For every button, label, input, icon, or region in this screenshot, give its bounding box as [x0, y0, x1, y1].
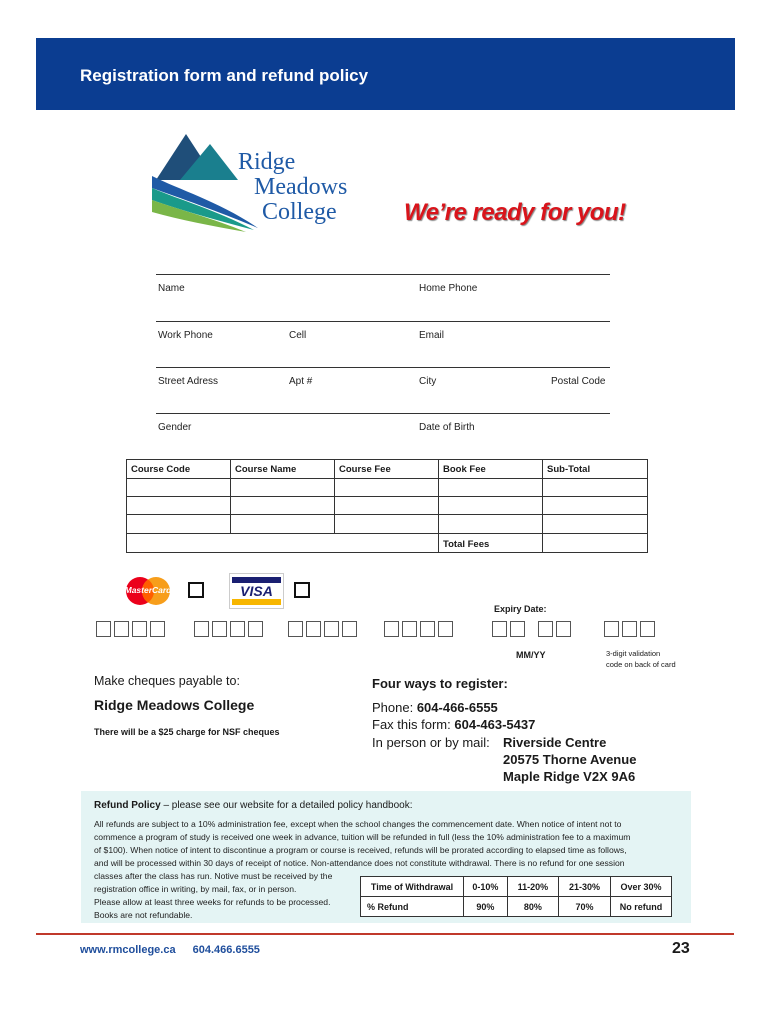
dob-label: Date of Birth — [419, 422, 475, 433]
card-digit-box — [212, 621, 227, 637]
register-fax — [372, 717, 535, 732]
cvv-digit-box — [622, 621, 637, 637]
refund-line: classes after the class has run. Notive must be received by the — [94, 871, 333, 881]
table-cell: No refund — [611, 897, 672, 917]
gender-label: Gender — [158, 422, 192, 433]
card-digit-box — [150, 621, 165, 637]
card-digit-box — [132, 621, 147, 637]
work-phone-line — [156, 321, 610, 322]
table-col-divider — [438, 459, 439, 553]
work-phone-field[interactable] — [156, 300, 610, 320]
mastercard-logo-icon — [120, 575, 176, 607]
footer-contact — [80, 944, 260, 956]
card-digit-box — [230, 621, 245, 637]
email-label: Email — [419, 330, 445, 341]
mmyy-label: MM/YY — [516, 650, 546, 660]
fax-label: Fax this form: — [372, 717, 451, 732]
table-cell: Time of Withdrawal — [361, 877, 464, 897]
inperson-label: In person or by mail: — [372, 735, 490, 750]
card-number-field[interactable] — [96, 621, 476, 641]
card-digit-box — [114, 621, 129, 637]
college-logo-icon — [150, 132, 260, 232]
footer-website-link[interactable]: www.rmcollege.ca — [80, 944, 176, 956]
fax-number: 604-463-5437 — [454, 717, 536, 732]
phone-label: Phone: — [372, 700, 414, 715]
register-heading: Four ways to register: — [372, 676, 508, 691]
mastercard-label: MasterCard — [124, 585, 172, 595]
card-digit-box — [288, 621, 303, 637]
postal-label: Postal Code — [551, 376, 606, 387]
refund-line: and will be processed within 30 days of receipt of notice. Non-attendance does not constitute withdrawal. There is no refund for one session — [94, 858, 625, 868]
refund-line: Please allow at least three weeks for refunds to be processed. — [94, 897, 331, 907]
th-sub-total: Sub-Total — [547, 464, 591, 475]
cvv-label-line1: 3-digit validation — [606, 649, 661, 658]
expiry-label: Expiry Date: — [494, 604, 547, 614]
card-digit-box — [248, 621, 263, 637]
th-course-code: Course Code — [131, 464, 191, 475]
card-digit-box — [342, 621, 357, 637]
visa-label: VISA — [240, 583, 273, 599]
cheques-payee: Ridge Meadows College — [94, 697, 255, 713]
cvv-digit-box — [640, 621, 655, 637]
expiry-digit-box — [556, 621, 571, 637]
visa-checkbox[interactable] — [294, 582, 310, 598]
total-fees-label: Total Fees — [443, 539, 490, 550]
address-line3: Maple Ridge V2X 9A6 — [503, 769, 636, 784]
tagline: We’re ready for you! — [404, 199, 626, 226]
card-digit-box — [96, 621, 111, 637]
gender-field[interactable] — [156, 392, 610, 412]
table-cell: 0-10% — [464, 877, 508, 897]
name-field[interactable] — [156, 262, 610, 282]
address-line1: Riverside Centre — [503, 735, 607, 750]
table-cell: 21-30% — [559, 877, 611, 897]
table-cell: 70% — [559, 897, 611, 917]
table-cell: % Refund — [361, 897, 464, 917]
refund-line: registration office in writing, by mail, fax, or in person. — [94, 884, 297, 894]
th-book-fee: Book Fee — [443, 464, 486, 475]
mastercard-checkbox[interactable] — [188, 582, 204, 598]
street-label: Street Adress — [158, 376, 219, 387]
refund-title — [94, 800, 413, 811]
page-number: 23 — [672, 940, 690, 957]
table-cell: 90% — [464, 897, 508, 917]
city-label: City — [419, 376, 437, 387]
table-cell: 80% — [507, 897, 558, 917]
refund-line: of $100). When notice of intent to discontinue a program or course is received, refunds will be prorated according to elapsed time as follows, — [94, 845, 627, 855]
table-cell: Over 30% — [611, 877, 672, 897]
card-digit-box — [324, 621, 339, 637]
card-digit-box — [306, 621, 321, 637]
cvv-label-line2: code on back of card — [606, 660, 676, 669]
logo-word-meadows: Meadows — [254, 174, 348, 200]
logo-word-ridge: Ridge — [238, 149, 296, 175]
address-line2: 20575 Thorne Avenue — [503, 752, 637, 767]
refund-line: All refunds are subject to a 10% administration fee, except when the school changes the commencement date. When notice of intent not to — [94, 819, 622, 829]
street-line — [156, 367, 610, 368]
table-row — [361, 877, 672, 897]
cell-label: Cell — [289, 330, 307, 341]
table-col-divider — [334, 459, 335, 534]
footer-divider — [36, 933, 734, 935]
refund-line: Books are not refundable. — [94, 910, 193, 920]
register-phone — [372, 700, 498, 715]
card-digit-box — [384, 621, 399, 637]
phone-number: 604-466-6555 — [416, 700, 498, 715]
apt-label: Apt # — [289, 376, 313, 387]
logo-word-college: College — [262, 199, 337, 225]
card-digit-box — [438, 621, 453, 637]
table-row-divider — [126, 514, 648, 515]
work-phone-label: Work Phone — [158, 330, 213, 341]
table-row-divider — [126, 478, 648, 479]
table-col-divider — [230, 459, 231, 534]
table-row — [361, 897, 672, 917]
refund-table — [360, 876, 672, 917]
cvv-field[interactable] — [604, 621, 670, 641]
total-fees-field[interactable] — [543, 534, 647, 552]
visa-logo-icon — [229, 573, 284, 609]
refund-title-rest: – please see our website for a detailed policy handbook: — [160, 800, 413, 811]
th-course-name: Course Name — [235, 464, 297, 475]
cvv-digit-box — [604, 621, 619, 637]
expiry-date-field[interactable] — [492, 621, 580, 641]
cvv-label — [606, 648, 676, 670]
card-digit-box — [194, 621, 209, 637]
page-title: Registration form and refund policy — [80, 66, 369, 85]
home-phone-label: Home Phone — [419, 283, 478, 294]
refund-title-bold: Refund Policy — [94, 800, 161, 811]
gender-line — [156, 413, 610, 414]
footer-phone: 604.466.6555 — [192, 944, 260, 956]
nsf-note: There will be a $25 charge for NSF cheques — [94, 727, 280, 737]
expiry-digit-box — [492, 621, 507, 637]
street-field[interactable] — [156, 346, 610, 366]
table-cell: 11-20% — [507, 877, 558, 897]
th-course-fee: Course Fee — [339, 464, 391, 475]
card-digit-box — [402, 621, 417, 637]
table-row-divider — [126, 496, 648, 497]
cheques-heading: Make cheques payable to: — [94, 674, 240, 688]
refund-line: commence a program of study is received one week in advance, tuition will be refunded in full (less the 10% administration fee to a maximum — [94, 832, 631, 842]
expiry-digit-box — [538, 621, 553, 637]
expiry-digit-box — [510, 621, 525, 637]
card-digit-box — [420, 621, 435, 637]
name-label: Name — [158, 283, 185, 294]
